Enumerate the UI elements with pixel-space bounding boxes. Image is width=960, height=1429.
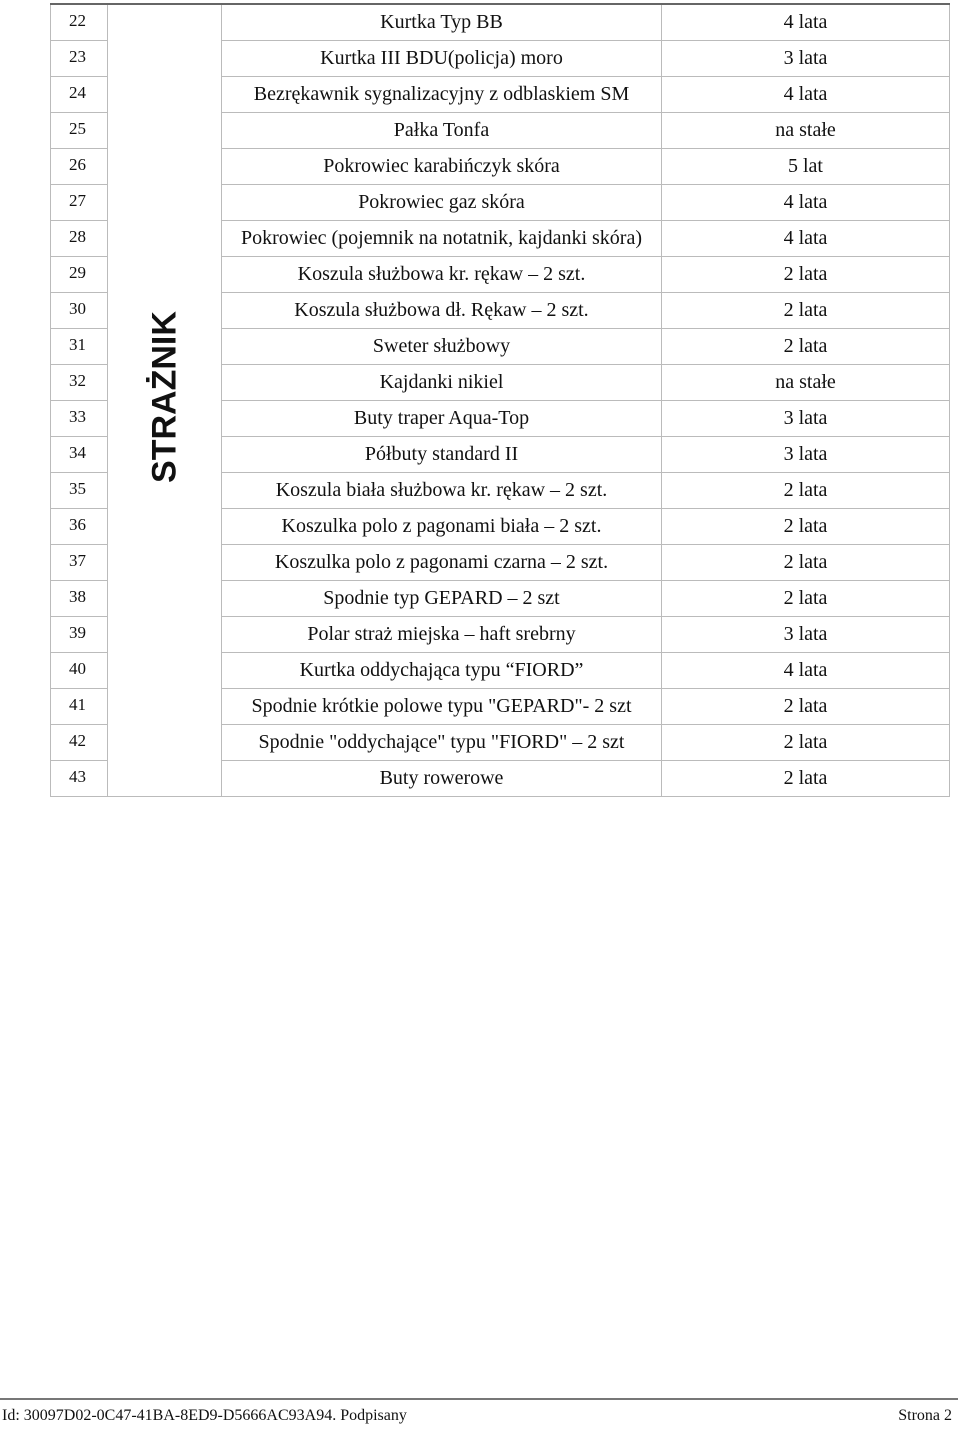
row-number: 27 xyxy=(51,185,108,221)
category-cell xyxy=(108,4,222,797)
item-name: Pokrowiec (pojemnik na notatnik, kajdanki skóra) xyxy=(222,221,662,257)
item-name: Sweter służbowy xyxy=(222,329,662,365)
item-name: Koszula biała służbowa kr. rękaw – 2 szt. xyxy=(222,473,662,509)
usage-period: 2 lata xyxy=(662,725,950,761)
usage-period: 2 lata xyxy=(662,581,950,617)
item-name: Kurtka III BDU(policja) moro xyxy=(222,41,662,77)
row-number: 33 xyxy=(51,401,108,437)
usage-period: 2 lata xyxy=(662,473,950,509)
usage-period: 2 lata xyxy=(662,545,950,581)
row-number: 29 xyxy=(51,257,108,293)
item-name: Koszulka polo z pagonami biała – 2 szt. xyxy=(222,509,662,545)
row-number: 43 xyxy=(51,761,108,797)
usage-period: 2 lata xyxy=(662,329,950,365)
item-name: Kurtka oddychająca typu “FIORD” xyxy=(222,653,662,689)
footer-divider xyxy=(0,1398,958,1400)
usage-period: 4 lata xyxy=(662,185,950,221)
item-name: Spodnie typ GEPARD – 2 szt xyxy=(222,581,662,617)
row-number: 41 xyxy=(51,689,108,725)
usage-period: 3 lata xyxy=(662,401,950,437)
usage-period: 4 lata xyxy=(662,4,950,41)
row-number: 42 xyxy=(51,725,108,761)
item-name: Półbuty standard II xyxy=(222,437,662,473)
row-number: 39 xyxy=(51,617,108,653)
usage-period: 3 lata xyxy=(662,41,950,77)
document-id: Id: 30097D02-0C47-41BA-8ED9-D5666AC93A94. Podpisany xyxy=(2,1407,407,1424)
item-name: Spodnie "oddychające" typu "FIORD" – 2 szt xyxy=(222,725,662,761)
item-name: Koszula służbowa kr. rękaw – 2 szt. xyxy=(222,257,662,293)
table-row xyxy=(51,4,950,41)
row-number: 24 xyxy=(51,77,108,113)
row-number: 23 xyxy=(51,41,108,77)
row-number: 28 xyxy=(51,221,108,257)
usage-period: na stałe xyxy=(662,365,950,401)
item-name: Pałka Tonfa xyxy=(222,113,662,149)
row-number: 40 xyxy=(51,653,108,689)
usage-period: 4 lata xyxy=(662,77,950,113)
usage-period: 2 lata xyxy=(662,761,950,797)
usage-period: 2 lata xyxy=(662,257,950,293)
row-number: 25 xyxy=(51,113,108,149)
row-number: 37 xyxy=(51,545,108,581)
item-name: Kurtka Typ BB xyxy=(222,4,662,41)
row-number: 31 xyxy=(51,329,108,365)
item-name: Spodnie krótkie polowe typu "GEPARD"- 2 szt xyxy=(222,689,662,725)
usage-period: 4 lata xyxy=(662,221,950,257)
row-number: 30 xyxy=(51,293,108,329)
item-name: Polar straż miejska – haft srebrny xyxy=(222,617,662,653)
item-name: Bezrękawnik sygnalizacyjny z odblaskiem SM xyxy=(222,77,662,113)
usage-period: 2 lata xyxy=(662,689,950,725)
usage-period: 2 lata xyxy=(662,509,950,545)
usage-period: na stałe xyxy=(662,113,950,149)
item-name: Koszula służbowa dł. Rękaw – 2 szt. xyxy=(222,293,662,329)
usage-period: 3 lata xyxy=(662,617,950,653)
row-number: 36 xyxy=(51,509,108,545)
usage-period: 3 lata xyxy=(662,437,950,473)
item-name: Pokrowiec karabińczyk skóra xyxy=(222,149,662,185)
row-number: 38 xyxy=(51,581,108,617)
usage-period: 2 lata xyxy=(662,293,950,329)
item-name: Buty rowerowe xyxy=(222,761,662,797)
row-number: 34 xyxy=(51,437,108,473)
row-number: 22 xyxy=(51,4,108,41)
item-name: Kajdanki nikiel xyxy=(222,365,662,401)
category-label: STRAŻNIK xyxy=(145,310,183,483)
row-number: 26 xyxy=(51,149,108,185)
usage-period: 5 lat xyxy=(662,149,950,185)
uniform-items-table xyxy=(50,3,950,797)
item-name: Buty traper Aqua-Top xyxy=(222,401,662,437)
item-name: Koszulka polo z pagonami czarna – 2 szt. xyxy=(222,545,662,581)
row-number: 32 xyxy=(51,365,108,401)
page-number: Strona 2 xyxy=(898,1407,952,1424)
item-name: Pokrowiec gaz skóra xyxy=(222,185,662,221)
usage-period: 4 lata xyxy=(662,653,950,689)
row-number: 35 xyxy=(51,473,108,509)
